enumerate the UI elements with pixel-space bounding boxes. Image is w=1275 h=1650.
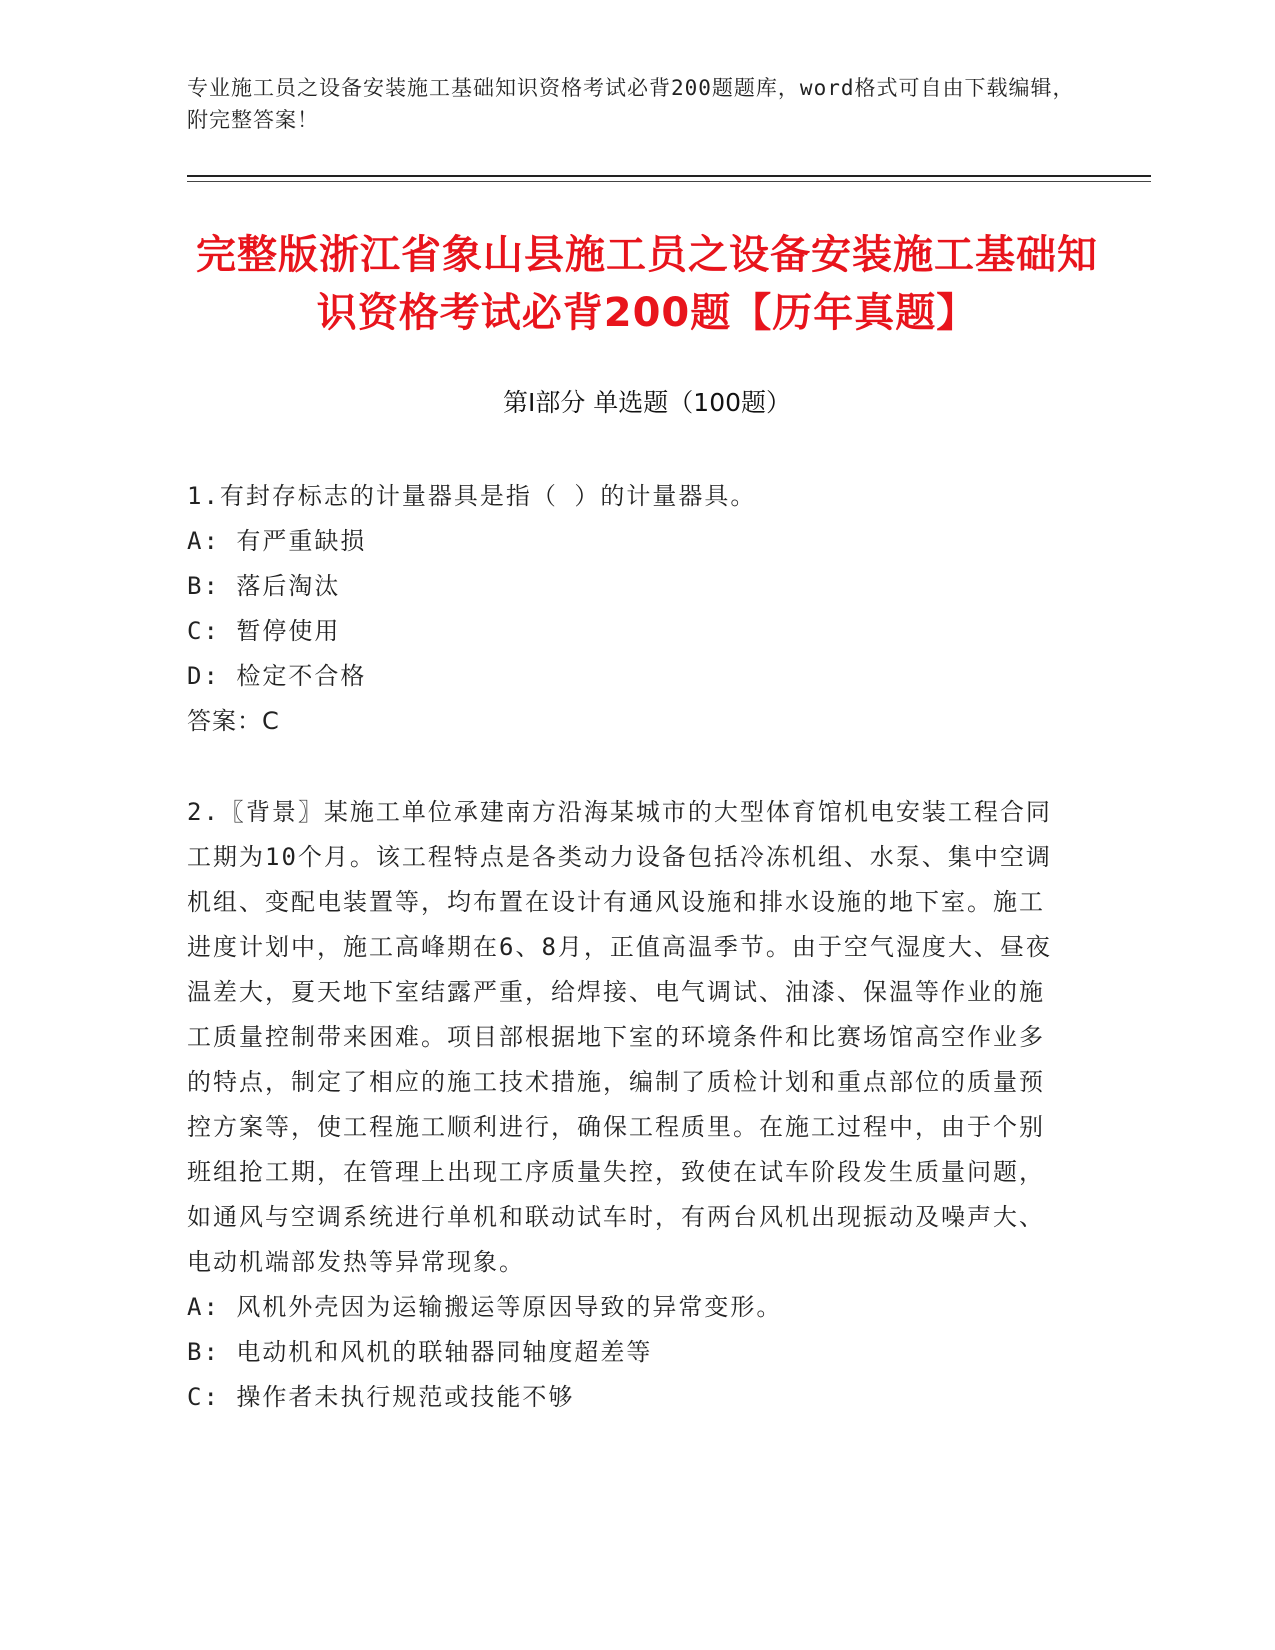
option-b: B: 落后淘汰 xyxy=(187,572,341,600)
header-divider-thick xyxy=(187,175,1151,177)
option-c: C: 操作者未执行规范或技能不够 xyxy=(187,1383,575,1411)
document-title: 完整版浙江省象山县施工员之设备安装施工基础知识资格考试必背200题【历年真题】 xyxy=(196,232,1098,336)
option-d: D: 检定不合格 xyxy=(187,662,367,690)
header-note: 专业施工员之设备安装施工基础知识资格考试必背200题题库，word格式可自由下载编辑，附完整答案！ xyxy=(187,76,1075,132)
question-1 xyxy=(187,474,1067,744)
option-a: A: 有严重缺损 xyxy=(187,527,367,555)
answer: 答案：C xyxy=(187,707,280,735)
header-divider-thin xyxy=(187,181,1151,182)
question-2 xyxy=(187,790,1067,1420)
question-stem: 1.有封存标志的计量器具是指（ ）的计量器具。 xyxy=(187,482,757,510)
option-a: A: 风机外壳因为运输搬运等原因导致的异常变形。 xyxy=(187,1293,783,1321)
option-c: C: 暂停使用 xyxy=(187,617,341,645)
section-heading: 第Ⅰ部分 单选题（100题） xyxy=(502,388,792,417)
question-stem: 2.〖背景〗某施工单位承建南方沿海某城市的大型体育馆机电安装工程合同工期为10个月。该工程特点是各类动力设备包括冷冻机组、水泵、集中空调机组、变配电装置等，均布置在设计有通风设施和排水设施的地下室。施工进度计划中，施工高峰期在6、8月，正值高温季节。由于空气湿度大、昼夜温差大，夏天地下室结露严重，给焊接、电气调试、油漆、保温等作业的施工质量控制带来困难。项目部根据地下室的环境条件和比赛场馆高空作业多的特点，制定了相应的施工技术措施，编制了质检计划和重点部位的质量预控方案等，使工程施工顺利进行，确保工程质里。在施工过程中，由于个别班组抢工期，在管理上出现工序质量失控，致使在试车阶段发生质量问题，如通风与空调系统进行单机和联动试车时，有两台风机出现振动及噪声大、电动机端部发热等异常现象。 xyxy=(187,798,1052,1276)
option-b: B: 电动机和风机的联轴器同轴度超差等 xyxy=(187,1338,653,1366)
